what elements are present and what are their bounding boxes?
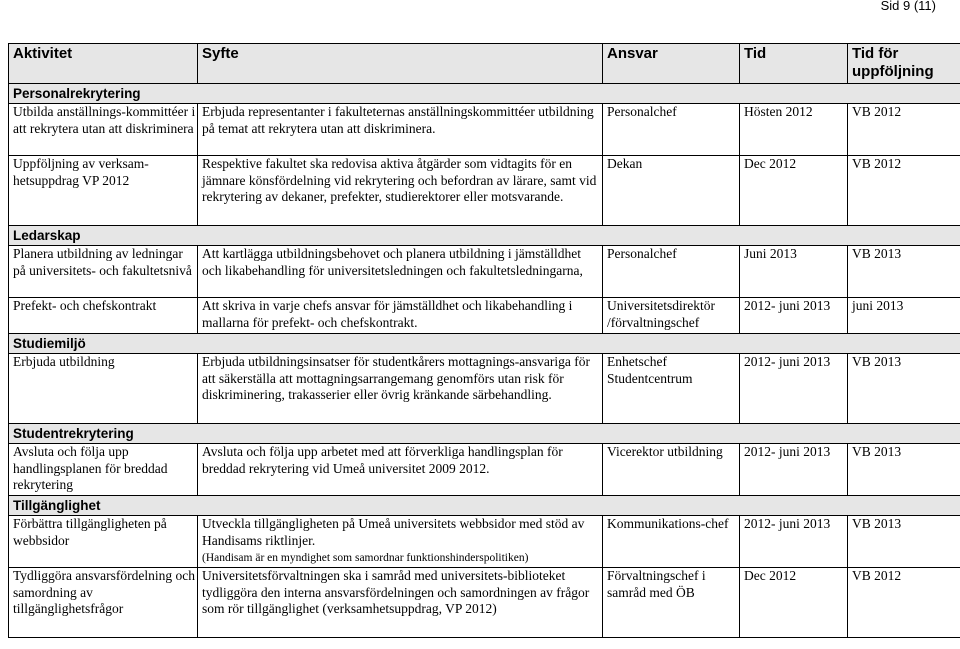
- cell-syfte: Universitetsförvaltningen ska i samråd med universitets-biblioteket tydliggöra den interna ansvarsfördelningen och samordningen av frågor som rör tillgänglighet (verksamhetsuppdrag, VP 2012): [198, 568, 603, 638]
- table-row: [9, 246, 960, 298]
- section-studiemiljo: Studiemiljö: [9, 334, 960, 354]
- action-plan-table: [8, 43, 960, 638]
- cell-tid: Dec 2012: [740, 568, 848, 638]
- header-row: [9, 44, 960, 84]
- cell-aktivitet: Erbjuda utbildning: [9, 354, 198, 424]
- cell-aktivitet: Prefekt- och chefskontrakt: [9, 298, 198, 334]
- cell-ansvar: Personalchef: [603, 104, 740, 156]
- header-syfte: Syfte: [198, 44, 603, 84]
- page-number: Sid 9 (11): [880, 0, 936, 13]
- section-studentrekrytering: Studentrekrytering: [9, 424, 960, 444]
- cell-ansvar: Dekan: [603, 156, 740, 226]
- section-row: [9, 226, 960, 246]
- cell-ansvar: Enhetschef Studentcentrum: [603, 354, 740, 424]
- header-ansvar: Ansvar: [603, 44, 740, 84]
- cell-ansvar: Kommunikations-chef: [603, 516, 740, 568]
- cell-uppfoljning: juni 2013: [848, 298, 960, 334]
- cell-uppfoljning: VB 2012: [848, 568, 960, 638]
- cell-ansvar: Personalchef: [603, 246, 740, 298]
- cell-ansvar: Universitetsdirektör /förvaltningschef: [603, 298, 740, 334]
- cell-aktivitet: Förbättra tillgängligheten på webbsidor: [9, 516, 198, 568]
- section-row: [9, 496, 960, 516]
- section-ledarskap: Ledarskap: [9, 226, 960, 246]
- cell-syfte: Erbjuda representanter i fakulteternas anställningskommittéer utbildning på temat att rekrytera utan att diskriminera.: [198, 104, 603, 156]
- table-row: [9, 568, 960, 638]
- cell-aktivitet: Uppföljning av verksam-hetsuppdrag VP 2012: [9, 156, 198, 226]
- cell-syfte: [198, 516, 603, 568]
- cell-uppfoljning: VB 2012: [848, 156, 960, 226]
- cell-uppfoljning: VB 2013: [848, 444, 960, 496]
- cell-uppfoljning: VB 2012: [848, 104, 960, 156]
- table-row: [9, 354, 960, 424]
- table-row: [9, 444, 960, 496]
- cell-syfte: Erbjuda utbildningsinsatser för studentkårers mottagnings-ansvariga för att säkerställa att mottagningsarrangemang genomförs utan risk för diskriminering, trakasserier eller övrig kränkande särbehandling.: [198, 354, 603, 424]
- syfte-text: Utveckla tillgängligheten på Umeå universitets webbsidor med stöd av Handisams riktlinjer.: [202, 516, 585, 548]
- header-aktivitet: Aktivitet: [9, 44, 198, 84]
- cell-syfte: Att kartlägga utbildningsbehovet och planera utbildning i jämställdhet och likabehandling för universitetsledningen och fakultetsledningarna,: [198, 246, 603, 298]
- cell-tid: Dec 2012: [740, 156, 848, 226]
- table-row: [9, 104, 960, 156]
- syfte-note: (Handisam är en myndighet som samordnar funktionshinderspolitiken): [202, 552, 529, 564]
- cell-syfte: Respektive fakultet ska redovisa aktiva åtgärder som vidtagits för en jämnare könsfördelning vid rekrytering och befordran av lärare, samt vid rekrytering av dekaner, prefekter, studierektorer eller motsvarande.: [198, 156, 603, 226]
- section-personalrekrytering: Personalrekrytering: [9, 84, 960, 104]
- table-row: [9, 298, 960, 334]
- cell-aktivitet: Tydliggöra ansvarsfördelning och samordning av tillgänglighetsfrågor: [9, 568, 198, 638]
- cell-ansvar: Vicerektor utbildning: [603, 444, 740, 496]
- cell-tid: Juni 2013: [740, 246, 848, 298]
- header-tid: Tid: [740, 44, 848, 84]
- cell-tid: 2012- juni 2013: [740, 444, 848, 496]
- table-row: [9, 156, 960, 226]
- cell-aktivitet: Utbilda anställnings-kommittéer i att rekrytera utan att diskriminera: [9, 104, 198, 156]
- section-row: [9, 84, 960, 104]
- section-row: [9, 334, 960, 354]
- cell-uppfoljning: VB 2013: [848, 516, 960, 568]
- cell-uppfoljning: VB 2013: [848, 246, 960, 298]
- section-row: [9, 424, 960, 444]
- cell-aktivitet: Avsluta och följa upp handlingsplanen för breddad rekrytering: [9, 444, 198, 496]
- cell-tid: Hösten 2012: [740, 104, 848, 156]
- cell-tid: 2012- juni 2013: [740, 354, 848, 424]
- table-row: [9, 516, 960, 568]
- cell-tid: 2012- juni 2013: [740, 298, 848, 334]
- cell-uppfoljning: VB 2013: [848, 354, 960, 424]
- cell-ansvar: Förvaltningschef i samråd med ÖB: [603, 568, 740, 638]
- cell-syfte: Avsluta och följa upp arbetet med att förverkliga handlingsplan för breddad rekrytering vid Umeå universitet 2009 2012.: [198, 444, 603, 496]
- cell-tid: 2012- juni 2013: [740, 516, 848, 568]
- cell-aktivitet: Planera utbildning av ledningar på universitets- och fakultetsnivå: [9, 246, 198, 298]
- header-uppfoljning: Tid för uppföljning: [848, 44, 960, 84]
- section-tillganglighet: Tillgänglighet: [9, 496, 960, 516]
- cell-syfte: Att skriva in varje chefs ansvar för jämställdhet och likabehandling i mallarna för prefekt- och chefskontrakt.: [198, 298, 603, 334]
